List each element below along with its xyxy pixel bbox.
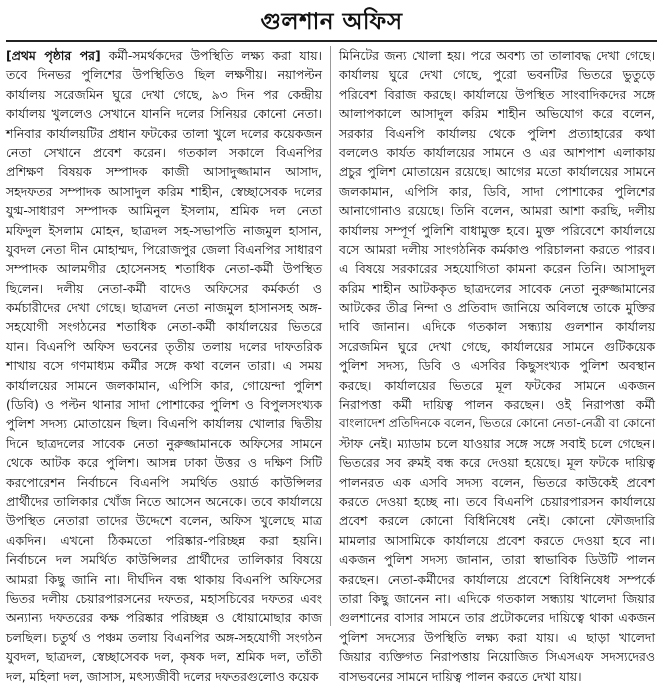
text-line xyxy=(6,570,322,589)
text-line xyxy=(339,453,655,472)
text-line-content: শনিবার কার্যালয়টির প্রধান ফটকের তালা খুলে দলের কয়েকজন xyxy=(6,125,322,141)
text-line-content: গুলশানের বাসার সামনে তার প্রটোকলের দায়িত্বে থাকা একজন xyxy=(339,610,655,626)
text-line-content: দাবি জানান। এদিকে গতকাল সন্ধ্যায় গুলশান কার্যালয় xyxy=(339,319,655,335)
text-line-content: মফিদুল ইসলাম মোহন, ছাত্রদল সহ-সভাপতি নাজমুল হাসান, xyxy=(6,222,322,238)
text-line-content: আলাপকালে আসাদুল করিম শাহীন অভিযোগ করে বলেন, xyxy=(339,106,655,122)
text-line-content: পুলিশ সদস্য মোতায়েন ছিল। বিএনপি কার্যালয় খোলার দ্বিতীয় xyxy=(6,416,322,432)
text-line-content: মিনিটের জন্য খোলা হয়। পরে অবশ্য তা তালাবদ্ধ দেখা গেছে। xyxy=(339,48,655,63)
text-line xyxy=(6,531,322,550)
text-line xyxy=(6,608,322,627)
text-line xyxy=(339,279,655,298)
text-line-content: থেকে আটক করে পুলিশ। আসন্ন ঢাকা উত্তর ও দক্ষিণ সিটি xyxy=(6,455,322,471)
text-line-content: একদিন। এখনো ঠিকমতো পরিষ্কার-পরিচ্ছন্ন করা হয়নি। xyxy=(6,532,322,548)
text-line-content: বাসভবনের সামনে দায়িত্ব পালন করতে দেখা যায়। xyxy=(339,668,582,684)
text-line-content: বাংলাদেশ প্রতিদিনকে বলেন, ভিতরে কোনো নেতা-নেত্রী বা কোনো xyxy=(339,416,656,431)
text-line xyxy=(339,240,655,259)
text-line xyxy=(339,162,655,181)
text-line-content: প্রচুর পুলিশ মোতায়েন রয়েছে। আগের মতো কার্যালয়ের সামনে xyxy=(339,164,655,180)
text-line-content: যান। বিএনপি অফিস ভবনের তৃতীয় তলায় দলের দাফতরিক xyxy=(6,338,322,354)
text-line xyxy=(339,221,655,240)
text-line-content: অন্যান্য দফতরের কক্ষ পরিষ্কার পরিচ্ছন্ন ও ধোয়ামোছার কাজ xyxy=(6,610,322,626)
text-line-content: তবে দিনভর পুলিশের উপস্থিতিও ছিল লক্ষণীয়। নয়াপল্টন xyxy=(6,67,322,83)
text-line-content: করছেন। নেতা-কর্মীদের কার্যালয়ে প্রবেশে বিধিনিষেধ সম্পর্কে xyxy=(339,571,655,587)
text-line xyxy=(6,492,322,511)
text-line xyxy=(6,550,322,569)
text-line-content: চলছিল। চতুর্থ ও পঞ্চম তলায় বিএনপির অঙ্গ-সহযোগী সংগঠন xyxy=(6,629,322,645)
text-line xyxy=(339,570,655,589)
text-line xyxy=(339,356,655,375)
text-line xyxy=(339,298,655,317)
text-line xyxy=(6,453,322,472)
text-line-content: ভিতর দলীয় চেয়ারপারসনের দফতর, মহাসচিবের দফতর এবং xyxy=(6,590,322,606)
text-line xyxy=(339,434,655,453)
text-line xyxy=(339,531,655,550)
text-line-content: করিম শাহীন আটককৃত ছাত্রদলের সাবেক নেতা নুরুজ্জামানের xyxy=(339,280,655,296)
text-line xyxy=(339,337,655,356)
text-line-content: করছে। কার্যালয়ের ভিতরে মূল ফটকের সামনে একজন xyxy=(339,377,655,393)
text-line-content: বসে আমরা দলীয় সাংগঠনিক কর্মকাণ্ড পরিচালনা করতে পারব। xyxy=(339,241,655,257)
text-line xyxy=(339,608,655,627)
headline: গুলশান অফিস xyxy=(260,9,403,35)
text-line-content: নির্বাচনে দল সমর্থিত কাউন্সিলর প্রার্থীদের তালিকার বিষয়ে xyxy=(6,552,322,568)
text-line-content: উপস্থিত নেতারা তাদের উদ্দেশে বলেন, অফিস খুলেছে মাত্র xyxy=(6,513,322,529)
text-line xyxy=(6,628,322,647)
text-line-content: কর্মচারীদের দেখা গেছে। ছাত্রদল নেতা নাজমুল হাসানসহ অঙ্গ- xyxy=(6,300,322,316)
column-divider xyxy=(330,46,331,626)
text-line-content: সরকার বিএনপি কার্যালয় থেকে পুলিশ প্রত্যাহারের কথা xyxy=(339,125,655,141)
text-line xyxy=(339,589,655,608)
text-line xyxy=(339,317,655,336)
text-line-content: স্টাফ নেই। ম্যাডাম চলে যাওয়ার সঙ্গে সঙ্গে সবাই চলে গেছেন। xyxy=(339,435,655,451)
text-line xyxy=(6,201,322,220)
text-line xyxy=(6,65,322,84)
text-line xyxy=(6,162,322,181)
text-line-content: মামলার আসামিকে কার্যালয়ে প্রবেশ করতে দেওয়া হবে না। xyxy=(339,532,655,548)
text-line-content: দিনে ছাত্রদলের সাবেক নেতা নুরুজ্জামানকে অফিসের সামনে xyxy=(6,435,322,451)
column-right xyxy=(339,46,656,684)
text-line xyxy=(6,259,322,278)
text-line xyxy=(339,511,655,530)
text-line-content: সহদফতর সম্পাদক আসাদুল করিম শাহীন, স্বেচ্ছাসেবক দলের xyxy=(6,183,322,199)
text-line-content: দল, মহিলা দল, জাসাস, মৎস্যজীবী দলের দফতরগুলোও কয়েক xyxy=(6,668,319,684)
text-line-content: বললেও কার্যত কার্যালয়ের সামনে ও এর আশপাশ এলাকায় xyxy=(339,144,655,160)
text-line xyxy=(339,667,655,686)
text-line xyxy=(339,65,655,84)
text-line-content: জিয়ার ব্যক্তিগত নিরাপত্তায় নিয়োজিত সিএসএফ সদস্যদেরও xyxy=(339,649,655,665)
text-line-content: সরেজমিন ঘুরে দেখা গেছে, কার্যালয়ের সামনে গুটিকয়েক xyxy=(339,338,655,354)
text-line-content: (ডিবি) ও পল্টন থানার সাদা পোশাকের পুলিশ ও বিপুলসংখ্যক xyxy=(6,397,322,413)
text-line xyxy=(6,647,322,666)
text-line-content: যুবদল নেতা দীন মোহাম্মদ, পিরোজপুর জেলা বিএনপির সাধারণ xyxy=(6,241,322,257)
text-line-content: জলকামান, এপিসি কার, ডিবি, সাদা পোশাকের পুলিশের xyxy=(339,183,655,199)
text-line xyxy=(339,395,655,414)
text-line xyxy=(6,434,322,453)
text-line-content: করতে দেওয়া হচ্ছে না। তবে বিএনপি চেয়ারপারসন কার্যালয়ে xyxy=(339,493,655,509)
text-line xyxy=(339,85,655,104)
text-line-content: আমরা কিছু জানি না। দীর্ঘদিন বন্ধ থাকায় বিএনপি অফিসের xyxy=(6,571,322,587)
text-line xyxy=(6,104,322,123)
text-line xyxy=(6,473,322,492)
text-line xyxy=(6,395,322,414)
text-line xyxy=(6,589,322,608)
text-line-content: প্রার্থীদের তালিকার খোঁজ নিতে আসেন অনেকে। তবে কার্যালয়ে xyxy=(6,493,322,509)
text-line-content: ভিতরের সব রুমই বন্ধ করে দেওয়া হয়েছে। মূল ফটকে দায়িত্ব xyxy=(339,455,655,471)
text-line xyxy=(339,473,655,492)
text-line-content: যুগ্ম-সাধারণ সম্পাদক আমিনুল ইসলাম, শ্রমিক দল নেতা xyxy=(6,203,322,219)
text-line-content: একজন পুলিশ সদস্য জানান, তারা স্বাভাবিক ডিউটি পালন xyxy=(339,552,655,568)
text-line xyxy=(6,356,322,375)
text-line xyxy=(6,337,322,356)
text-line xyxy=(6,511,322,530)
column-left xyxy=(6,46,322,684)
text-line-content: কার্যালয় খুললেও সেখানে যাননি দলের সিনিয়র কোনো নেতা। xyxy=(6,106,322,122)
text-line xyxy=(6,46,322,65)
text-line-content: প্রশিক্ষণ বিষয়ক সম্পাদক কাজী আসাদুজ্জামান আসাদ, xyxy=(6,164,322,180)
text-line-content: সম্পাদক আলমগীর হোসেনসহ শতাধিক নেতা-কর্মী উপস্থিত xyxy=(6,261,322,277)
text-line-content: প্রবেশ করলে কোনো বিধিনিষেধ নেই। কোনো ফৌজদারি xyxy=(339,513,655,529)
text-line xyxy=(339,376,655,395)
text-line-content: পরিবেশ বিরাজ করছে। কার্যালয়ে উপস্থিত সাংবাদিকদের সঙ্গে xyxy=(339,86,655,102)
text-line-content: সহযোগী সংগঠনের শতাধিক নেতা-কর্মী কার্যালয়ের ভিতরে xyxy=(6,319,322,335)
text-line-content: ছিলেন। দলীয় নেতা-কর্মী বাদেও অফিসের কর্মকর্তা ও xyxy=(6,280,322,296)
text-line-content: আনাগোনাও রয়েছে। তিনি বলেন, আমরা আশা করছি, দলীয় xyxy=(339,203,655,219)
text-line-content: কার্যালয় সরেজমিন ঘুরে দেখা গেছে, ৯৩ দিন পর কেন্দ্রীয় xyxy=(6,86,322,102)
text-line-content: পালনরত এক এসবি সদস্য বলেন, ভিতরে কাউকেই প্রবেশ xyxy=(339,474,655,490)
text-line xyxy=(339,414,655,433)
text-line xyxy=(6,85,322,104)
text-line xyxy=(339,201,655,220)
text-line-content: করপোরেশন নির্বাচনে বিএনপি সমর্থিত ওয়ার্ড কাউন্সিলর xyxy=(6,474,322,490)
text-line xyxy=(339,550,655,569)
text-line xyxy=(339,104,655,123)
text-line-content: কার্যালয় ঘুরে দেখা গেছে, পুরো ভবনটির ভিতরে ভুতুড়ে xyxy=(339,67,655,83)
text-line xyxy=(339,259,655,278)
text-line xyxy=(339,124,655,143)
text-line-content: যুবদল, ছাত্রদল, স্বেচ্ছাসেবক দল, কৃষক দল, শ্রমিক দল, তাঁতী xyxy=(6,649,322,665)
text-line-content: কর্মী-সমর্থকদের উপস্থিতি লক্ষ্য করা যায়। xyxy=(108,48,322,63)
headline-rule xyxy=(6,40,657,42)
article-page xyxy=(6,0,657,684)
text-line-content: পুলিশ সদস্যের উপস্থিতি লক্ষ্য করা যায়। এ ছাড়া খালেদা xyxy=(339,629,655,645)
text-line xyxy=(339,628,655,647)
text-line xyxy=(6,240,322,259)
text-line-content: নেতা সেখানে প্রবেশ করেন। গতকাল সকালে বিএনপির xyxy=(6,144,322,160)
text-line xyxy=(339,46,655,65)
text-line xyxy=(6,221,322,240)
text-line xyxy=(6,143,322,162)
text-line-content: এ বিষয়ে সরকারের সহযোগিতা কামনা করেন তিনি। আসাদুল xyxy=(339,261,655,277)
text-line xyxy=(339,182,655,201)
text-line-content: তারা কিছু জানেন না। এদিকে গতকাল সন্ধ্যায় খালেদা জিয়ার xyxy=(339,590,655,606)
text-line xyxy=(6,376,322,395)
text-line-content: শাখায় বসে গণমাধ্যম কর্মীর সঙ্গে কথা বলেন তারা। এ সময় xyxy=(6,358,322,374)
text-line xyxy=(6,317,322,336)
text-line xyxy=(6,667,322,686)
text-line-content: কার্যালয় সম্পূর্ণ পুলিশি বাধামুক্ত হবে। মুক্ত পরিবেশে কার্যালয়ে xyxy=(339,222,655,238)
continued-from-kicker: [প্রথম পৃষ্ঠার পর] xyxy=(6,48,101,63)
text-line xyxy=(6,279,322,298)
text-line xyxy=(339,492,655,511)
text-line-content: নিরাপত্তা কর্মী দায়িত্ব পালন করছেন। ওই নিরাপত্তা কর্মী xyxy=(339,397,655,413)
text-line xyxy=(6,124,322,143)
text-line xyxy=(6,414,322,433)
text-line-content: কার্যালয়ের সামনে জলকামান, এপিসি কার, গোয়েন্দা পুলিশ xyxy=(6,377,322,393)
text-line xyxy=(339,647,655,666)
text-line-content: পুলিশ সদস্য, ডিবি ও এসবির কিছুসংখ্যক পুলিশ অবস্থান xyxy=(339,358,655,374)
text-line xyxy=(339,143,655,162)
text-line xyxy=(6,298,322,317)
text-line-content: আটকের তীব্র নিন্দা ও প্রতিবাদ জানিয়ে অবিলম্বে তাকে মুক্তির xyxy=(339,300,655,316)
text-line xyxy=(6,182,322,201)
